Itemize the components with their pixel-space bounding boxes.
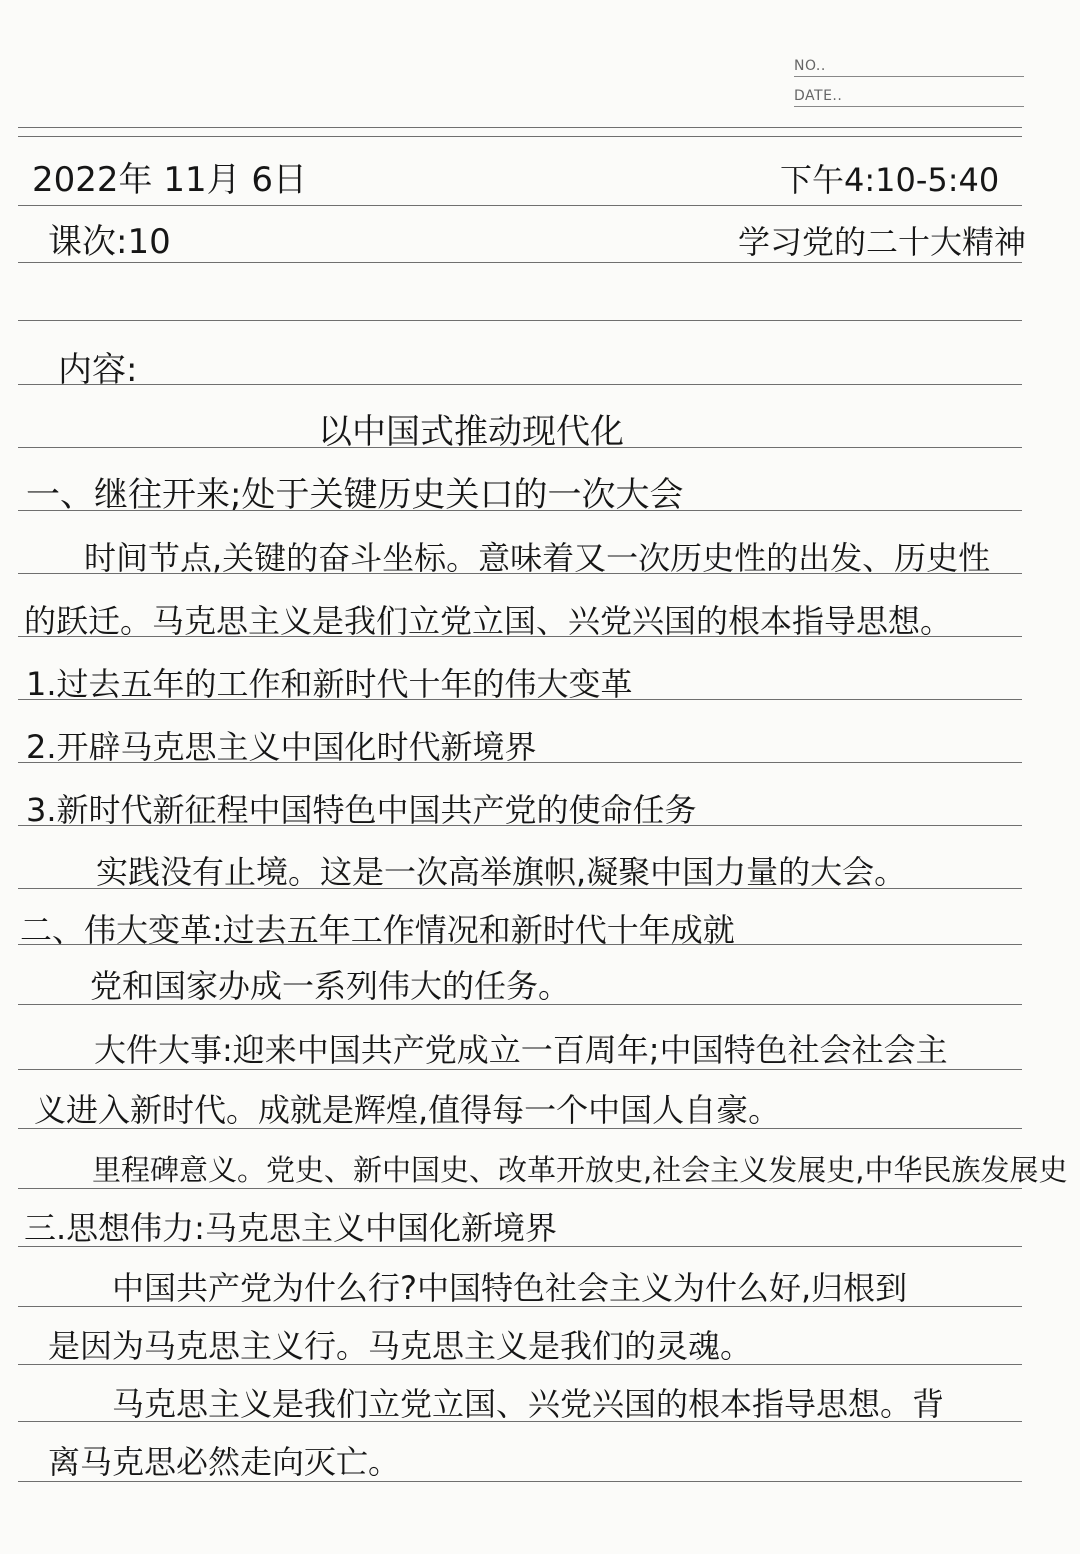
paragraph-line: 离马克思必然走向灭亡。: [48, 1443, 401, 1481]
paragraph-line: 是因为马克思主义行。马克思主义是我们的灵魂。: [48, 1327, 753, 1365]
date-line: [794, 106, 1024, 107]
ruled-line: [18, 384, 1022, 385]
paragraph-line: 马克思主义是我们立党立国、兴党兴国的根本指导思想。背: [112, 1385, 945, 1423]
top-rule: [18, 127, 1022, 128]
no-label: NO..: [794, 58, 826, 74]
ruled-line: [18, 320, 1022, 321]
lesson-topic: 学习党的二十大精神: [738, 223, 1027, 261]
ruled-line: [18, 205, 1022, 206]
entry-time: 下午4:10-5:40: [780, 161, 1000, 199]
paragraph-line: 里程碑意义。党史、新中国史、改革开放史,社会主义发展史,中华民族发展史: [92, 1153, 1068, 1187]
section-heading: 一、继往开来;处于关键历史关口的一次大会: [26, 475, 684, 515]
date-label: DATE..: [794, 88, 843, 104]
entry-date: 2022年 11月 6日: [32, 160, 308, 200]
paragraph-line: 时间节点,关键的奋斗坐标。意味着又一次历史性的出发、历史性: [84, 539, 991, 577]
paragraph-line: 中国共产党为什么行?中国特色社会主义为什么好,归根到: [112, 1269, 908, 1307]
list-item: 1.过去五年的工作和新时代十年的伟大变革: [26, 665, 633, 703]
paragraph-line: 的跃迁。马克思主义是我们立党立国、兴党兴国的根本指导思想。: [24, 602, 953, 640]
paragraph-line: 大件大事:迎来中国共产党成立一百周年;中国特色社会社会主: [94, 1031, 948, 1069]
paragraph-line: 实践没有止境。这是一次高举旗帜,凝聚中国力量的大会。: [96, 853, 907, 891]
no-line: [794, 76, 1024, 77]
top-rule-second: [18, 136, 1022, 137]
content-title: 以中国式推动现代化: [318, 412, 624, 452]
section-heading: 二、伟大变革:过去五年工作情况和新时代十年成就: [20, 911, 735, 949]
lesson-number: 课次:10: [48, 222, 171, 262]
list-item: 2.开辟马克思主义中国化时代新境界: [26, 728, 537, 766]
paragraph-line: 党和国家办成一系列伟大的任务。: [90, 967, 571, 1005]
section-heading: 三.思想伟力:马克思主义中国化新境界: [24, 1209, 557, 1247]
paragraph-line: 义进入新时代。成就是辉煌,值得每一个中国人自豪。: [34, 1091, 781, 1129]
list-item: 3.新时代新征程中国特色中国共产党的使命任务: [26, 791, 697, 829]
ruled-line: [18, 262, 1022, 263]
content-label: 内容:: [58, 350, 138, 390]
